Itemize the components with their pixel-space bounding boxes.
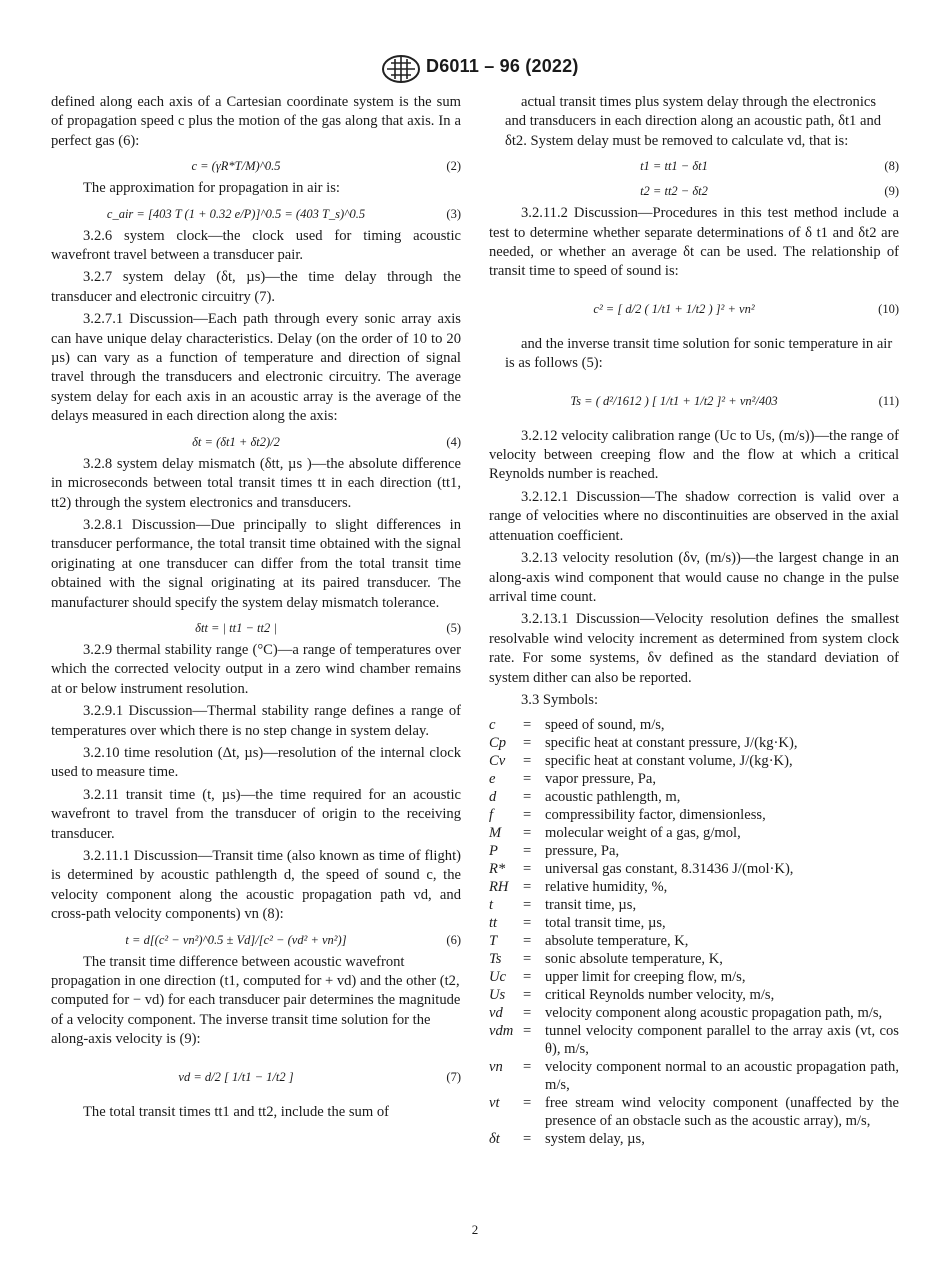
symbol-row: [489, 824, 899, 842]
symbol: M: [489, 825, 502, 842]
equation-number: (6): [446, 932, 461, 947]
equation: [51, 154, 461, 177]
equation: [51, 928, 461, 951]
paragraph: defined along each axis of a Cartesian coordinate system is the sum of propagation speed c plus the motion of the gas along that axis. In a perfect gas (6):: [51, 94, 461, 149]
symbol-definition: critical Reynolds number velocity, m/s,: [545, 987, 775, 1004]
paragraph: 3.2.7.1 Discussion—Each path through every sonic array axis can have unique delay characteristics. Delay (on the order of 10 to 20 µs) can vary as a function of temperature and direction of signal travel through the transducers and electronic circuitry. The average system delay for each axis in an acoustic array is the average of the delays measured in each direction along the axis:: [51, 311, 461, 425]
symbol-definition: acoustic pathlength, m,: [545, 789, 681, 806]
symbol-definition: specific heat at constant volume, J/(kg·K),: [545, 753, 793, 770]
equals-sign: =: [523, 951, 532, 968]
symbol-row: [489, 842, 899, 860]
equals-sign: =: [523, 843, 532, 860]
symbol-definition: specific heat at constant pressure, J/(kg·K),: [545, 735, 798, 752]
symbol-definition: pressure, Pa,: [545, 843, 620, 860]
left-column: [51, 93, 461, 1125]
symbol: c: [489, 717, 496, 734]
equation: [489, 154, 899, 177]
equals-sign: =: [523, 969, 532, 986]
symbol: vt: [489, 1095, 500, 1112]
symbol: tt: [489, 915, 498, 932]
symbol-definition: sonic absolute temperature, K,: [545, 951, 723, 968]
symbol-definition: vapor pressure, Pa,: [545, 771, 657, 788]
equation-number: (5): [446, 620, 461, 635]
symbol-row: [489, 914, 899, 932]
equals-sign: =: [523, 1023, 532, 1040]
paragraph: 3.2.11.2 Discussion—Procedures in this test method include a test to determine whether separate determinations of δ t1 and δt2 are needed, or whether an average δt can be used. The relationship of transit time to speed of sound is:: [489, 205, 899, 280]
equals-sign: =: [523, 897, 532, 914]
paragraph: 3.2.11 transit time (t, µs)—the time required for an acoustic wavefront to travel from the transducer of origin to the receiving transducer.: [51, 786, 461, 842]
equation-formula: t = d[(c² − vn²)^0.5 ± Vd]/[c² − (vd² + vn²)]: [125, 932, 347, 947]
equation-formula: c_air = [403 T (1 + 0.32 e/P)]^0.5 = (403 T_s)^0.5: [106, 206, 366, 221]
equation: [489, 377, 899, 425]
symbol-row: [489, 878, 899, 896]
symbol-row: [489, 752, 899, 770]
symbol-definition: tunnel velocity component parallel to the array axis (vt, cos θ), m/s,: [545, 1023, 899, 1058]
equation: [51, 616, 461, 639]
symbol-row: [489, 950, 899, 968]
symbol-row: [489, 968, 899, 986]
paragraph: 3.3 Symbols:: [521, 691, 599, 708]
symbol-definition: compressibility factor, dimensionless,: [545, 807, 766, 824]
equation-number: (7): [446, 1069, 461, 1084]
symbol-row: [489, 770, 899, 788]
symbol-row: [489, 716, 899, 734]
equals-sign: =: [523, 1059, 532, 1076]
equals-sign: =: [523, 933, 532, 950]
symbol: Ts: [489, 951, 502, 968]
symbol: vdm: [489, 1023, 514, 1040]
symbol: P: [489, 843, 498, 860]
equals-sign: =: [523, 825, 532, 842]
symbol-row: [489, 1130, 899, 1148]
equation-formula: c = (γR*T/M)^0.5: [191, 159, 281, 174]
equals-sign: =: [523, 735, 532, 752]
paragraph: The transit time difference between acoustic wavefront propagation in one direction (t1, computed for + vd) and the other (t2, computed for − vd) for each transducer pair determines the magnitude of a velocity component. The inverse transit time solution for the along-axis velocity is (9):: [51, 953, 461, 1048]
equation-formula: c² = [ d/2 ( 1/t1 + 1/t2 ) ]² + vn²: [593, 301, 755, 316]
standard-designation: D6011 – 96 (2022): [426, 56, 579, 76]
paragraph: The approximation for propagation in air is:: [83, 180, 340, 197]
paragraph: 3.2.11.1 Discussion—Transit time (also known as time of flight) is determined by acoustic pathlength d, the speed of sound c, the velocity component along the acoustic propagation path vd, and cross-path velocity components) vn (8):: [51, 848, 461, 923]
symbol-row: [489, 1094, 899, 1130]
equation: [51, 430, 461, 453]
symbol: δt: [489, 1131, 500, 1148]
paragraph: 3.2.8.1 Discussion—Due principally to slight differences in transducer performance, the total transit time obtained with the signal originating at one transducer can differ from the total transit time obtained with the signal originating at its paired transducer. The manufacturer should specify the system delay mismatch tolerance.: [51, 516, 461, 611]
equation-formula: δtt = | tt1 − tt2 |: [195, 620, 277, 635]
equals-sign: =: [523, 861, 532, 878]
symbol-definition: universal gas constant, 8.31436 J/(mol·K),: [545, 861, 794, 878]
symbol-row: [489, 986, 899, 1004]
symbol: Cp: [489, 735, 507, 752]
equation: [51, 202, 461, 225]
equation-number: (4): [446, 434, 461, 449]
equals-sign: =: [523, 915, 532, 932]
symbol-row: [489, 788, 899, 806]
paragraph: 3.2.12.1 Discussion—The shadow correction is valid over a range of velocities where no discontinuities are observed in the axial attenuation coefficient.: [489, 488, 899, 544]
symbol: Uc: [489, 969, 507, 986]
equals-sign: =: [523, 789, 532, 806]
symbol: d: [489, 789, 497, 806]
equation-number: (2): [446, 159, 461, 174]
equals-sign: =: [523, 771, 532, 788]
page-header: [0, 52, 950, 86]
symbol-row: [489, 1022, 899, 1058]
equation-formula: vd = d/2 [ 1/t1 − 1/t2 ]: [178, 1069, 294, 1084]
symbol-row: [489, 896, 899, 914]
equation-formula: t2 = tt2 − δt2: [640, 184, 708, 199]
equals-sign: =: [523, 1005, 532, 1022]
equals-sign: =: [523, 807, 532, 824]
paragraph: 3.2.12 velocity calibration range (Uc to Us, (m/s))—the range of velocity between creeping flow and the flow at which a critical Reynolds number is reached.: [489, 427, 899, 483]
equation-number: (10): [878, 301, 899, 316]
symbol-row: [489, 1004, 899, 1022]
equals-sign: =: [523, 717, 532, 734]
symbol: R*: [489, 861, 506, 878]
equation-number: (9): [884, 184, 899, 199]
symbol-definition: system delay, µs,: [545, 1131, 645, 1148]
symbol-definition: free stream wind velocity component (unaffected by the presence of an obstacle such as the acoustic array), m/s,: [545, 1095, 899, 1130]
equation: [489, 285, 899, 333]
symbol: T: [489, 933, 498, 950]
equation: [489, 179, 899, 202]
symbol: t: [489, 897, 494, 914]
paragraph: actual transit times plus system delay through the electronics and transducers in each direction along an acoustic path, δt1 and δt2. System delay must be removed to calculate vd, that is:: [505, 94, 882, 149]
symbol: vn: [489, 1059, 503, 1076]
equation-formula: Ts = ( d²/1612 ) [ 1/t1 + 1/t2 ]² + vn²/403: [570, 393, 778, 408]
paragraph: The total transit times tt1 and tt2, include the sum of: [83, 1103, 390, 1120]
right-column: [489, 93, 899, 1148]
equation-formula: δt = (δt1 + δt2)/2: [192, 434, 280, 449]
astm-logo-icon: [381, 54, 421, 84]
symbols-table: [489, 716, 899, 1148]
symbol-row: [489, 734, 899, 752]
symbol: f: [489, 807, 494, 824]
paragraph: 3.2.10 time resolution (Δt, µs)—resolution of the internal clock used to measure time.: [51, 744, 461, 781]
paragraph: 3.2.9 thermal stability range (°C)—a range of temperatures over which the corrected velocity output in a zero wind chamber remains at or below instrument resolution.: [51, 641, 461, 697]
equals-sign: =: [523, 1095, 532, 1112]
symbol: RH: [489, 879, 509, 896]
paragraph: 3.2.6 system clock—the clock used for timing acoustic wavefront travel between a transducer pair.: [51, 227, 461, 264]
symbol-definition: speed of sound, m/s,: [545, 717, 665, 734]
equals-sign: =: [523, 753, 532, 770]
page-number: 2: [471, 1222, 479, 1237]
symbol-row: [489, 806, 899, 824]
symbol-row: [489, 1058, 899, 1094]
equation-number: (11): [878, 393, 899, 408]
symbol-definition: total transit time, µs,: [545, 915, 666, 932]
paragraph: 3.2.13 velocity resolution (δv, (m/s))—the largest change in an along-axis wind component that would cause no change in the pulse arrival time count.: [489, 550, 899, 605]
symbol-definition: absolute temperature, K,: [545, 933, 689, 950]
symbol-definition: relative humidity, %,: [545, 879, 668, 896]
equation: [51, 1053, 461, 1101]
symbol-definition: upper limit for creeping flow, m/s,: [545, 969, 746, 986]
symbol: e: [489, 771, 496, 788]
equals-sign: =: [523, 987, 532, 1004]
equation-formula: t1 = tt1 − δt1: [640, 159, 708, 174]
symbol-definition: transit time, µs,: [545, 897, 637, 914]
paragraph: 3.2.9.1 Discussion—Thermal stability range defines a range of temperatures over which there is no step change in system delay.: [51, 703, 461, 739]
equation-number: (3): [446, 206, 461, 221]
paragraph: 3.2.7 system delay (δt, µs)—the time delay through the transducer and electronic circuitry (7).: [51, 269, 461, 305]
symbol-definition: molecular weight of a gas, g/mol,: [545, 825, 741, 842]
equals-sign: =: [523, 1131, 532, 1148]
equals-sign: =: [523, 879, 532, 896]
symbol-definition: velocity component normal to an acoustic propagation path, m/s,: [545, 1059, 899, 1094]
symbol-row: [489, 932, 899, 950]
symbol: Us: [489, 987, 506, 1004]
equation-number: (8): [884, 159, 899, 174]
paragraph: and the inverse transit time solution for sonic temperature in air is as follows (5):: [505, 335, 893, 372]
paragraph: 3.2.8 system delay mismatch (δtt, µs )—the absolute difference in microseconds between total transit times tt in each direction (tt1, tt2) through the system electronics and transducers.: [51, 455, 461, 511]
symbol: vd: [489, 1005, 503, 1022]
symbol-row: [489, 860, 899, 878]
paragraph: 3.2.13.1 Discussion—Velocity resolution defines the smallest resolvable wind velocity increment as determined from system clock rate. For some systems, δv defined as the standard deviation of system dither can also be reported.: [489, 611, 899, 686]
symbol: Cv: [489, 753, 506, 770]
symbol-definition: velocity component along acoustic propagation path, m/s,: [545, 1005, 883, 1022]
